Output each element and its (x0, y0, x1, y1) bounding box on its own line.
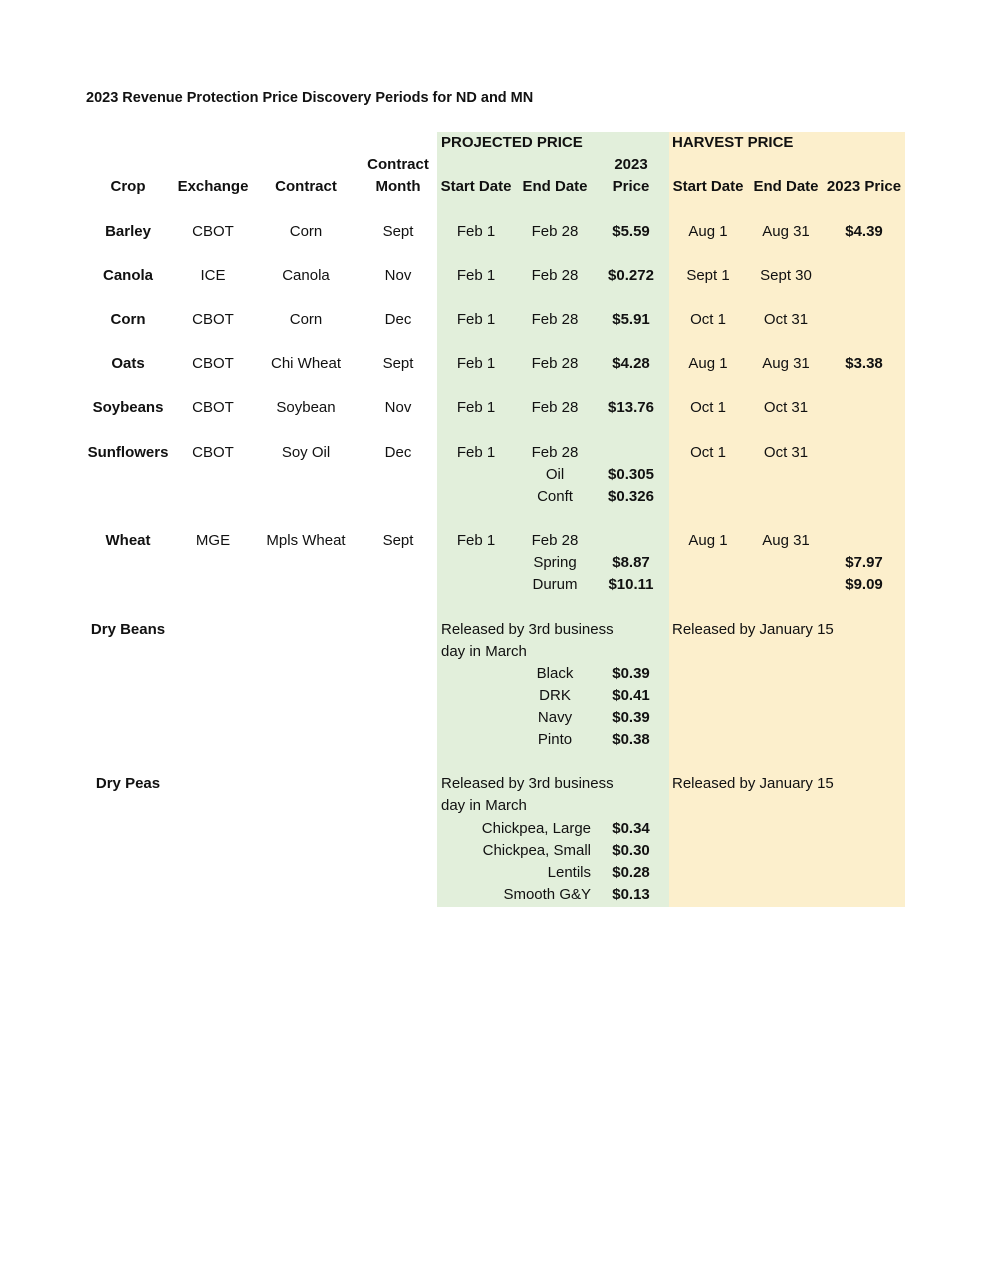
header-contract-month-line1: Contract (367, 156, 429, 173)
harvest-release-note: Released by January 15 (672, 621, 834, 638)
end-date-cell: Feb 28 (531, 267, 579, 284)
contract-month-cell: Sept (382, 532, 414, 549)
sub-type-label: Smooth G&Y (503, 886, 591, 903)
header-harvest-start-date: Start Date (672, 178, 744, 195)
harvest-price-cell: $9.09 (845, 576, 883, 593)
projected-price-group-header: PROJECTED PRICE (441, 134, 583, 151)
projected-price-cell: $0.30 (612, 842, 650, 859)
projected-price-cell: $5.91 (612, 311, 650, 328)
exchange-cell: CBOT (192, 444, 234, 461)
projected-price-cell: $10.11 (608, 576, 654, 593)
harvest-price-cell: $7.97 (845, 554, 883, 571)
projected-price-cell: $0.38 (612, 731, 650, 748)
header-proj-price-line1: 2023 (614, 156, 648, 173)
header-start-date: Start Date (440, 178, 512, 195)
sub-type-label: Spring (533, 554, 577, 571)
projected-price-cell: $0.305 (608, 466, 654, 483)
sub-type-label: Lentils (547, 864, 591, 881)
start-date-cell: Feb 1 (456, 399, 496, 416)
contract-month-cell: Sept (382, 355, 414, 372)
crop-name: Wheat (105, 532, 151, 549)
harvest-start-cell: Sept 1 (686, 267, 730, 284)
projected-price-cell: $0.39 (612, 709, 650, 726)
harvest-end-cell: Aug 31 (762, 532, 810, 549)
exchange-cell: CBOT (192, 311, 234, 328)
sub-type-label: Chickpea, Large (481, 820, 591, 837)
contract-month-cell: Nov (384, 267, 412, 284)
contract-month-cell: Sept (382, 223, 414, 240)
header-contract: Contract (275, 178, 337, 195)
exchange-cell: CBOT (192, 223, 234, 240)
harvest-end-cell: Oct 31 (763, 311, 809, 328)
sub-type-label: Conft (537, 488, 573, 505)
contract-month-cell: Dec (384, 444, 412, 461)
projected-price-cell: $4.28 (612, 355, 650, 372)
projected-price-cell: $0.326 (608, 488, 654, 505)
exchange-cell: ICE (200, 267, 226, 284)
header-contract-month-line2: Month (375, 178, 421, 195)
contract-cell: Mpls Wheat (266, 532, 346, 549)
crop-name: Canola (102, 267, 154, 284)
projected-price-cell: $5.59 (612, 223, 650, 240)
projected-price-cell: $0.272 (608, 267, 654, 284)
crop-name: Corn (110, 311, 146, 328)
harvest-start-cell: Aug 1 (688, 223, 728, 240)
harvest-end-cell: Oct 31 (763, 444, 809, 461)
end-date-cell: Feb 28 (531, 399, 579, 416)
header-proj-price-line2: Price (612, 178, 650, 195)
start-date-cell: Feb 1 (456, 355, 496, 372)
harvest-price-cell: $3.38 (845, 355, 883, 372)
start-date-cell: Feb 1 (456, 532, 496, 549)
crop-name: Dry Peas (95, 775, 161, 792)
harvest-end-cell: Aug 31 (762, 223, 810, 240)
harvest-start-cell: Aug 1 (688, 355, 728, 372)
sub-type-label: Black (536, 665, 574, 682)
harvest-end-cell: Sept 30 (760, 267, 812, 284)
crop-name: Barley (105, 223, 151, 240)
harvest-end-cell: Oct 31 (763, 399, 809, 416)
sub-type-label: Pinto (537, 731, 573, 748)
end-date-cell: Feb 28 (531, 311, 579, 328)
crop-name: Soybeans (92, 399, 164, 416)
contract-cell: Canola (282, 267, 330, 284)
header-harvest-price: 2023 Price (826, 178, 902, 195)
sub-type-label: Chickpea, Small (482, 842, 591, 859)
exchange-cell: CBOT (192, 399, 234, 416)
end-date-cell: Feb 28 (531, 355, 579, 372)
contract-month-cell: Nov (384, 399, 412, 416)
sub-type-label: Navy (537, 709, 573, 726)
sub-type-label: DRK (539, 687, 571, 704)
projected-price-cell: $0.28 (612, 864, 650, 881)
projected-price-cell: $0.34 (612, 820, 650, 837)
end-date-cell: Feb 28 (531, 532, 579, 549)
sub-type-label: Oil (545, 466, 565, 483)
harvest-start-cell: Aug 1 (688, 532, 728, 549)
start-date-cell: Feb 1 (456, 267, 496, 284)
header-end-date: End Date (522, 178, 588, 195)
contract-cell: Soy Oil (281, 444, 331, 461)
end-date-cell: Feb 28 (531, 223, 579, 240)
start-date-cell: Feb 1 (456, 444, 496, 461)
harvest-price-cell: $4.39 (845, 223, 883, 240)
contract-cell: Soybean (276, 399, 336, 416)
projected-price-cell: $0.13 (612, 886, 650, 903)
projected-release-note-cont: day in March (441, 797, 527, 814)
crop-name: Sunflowers (87, 444, 169, 461)
projected-price-cell: $8.87 (612, 554, 650, 571)
projected-release-note: Released by 3rd business (441, 775, 614, 792)
harvest-release-note: Released by January 15 (672, 775, 834, 792)
contract-cell: Corn (289, 223, 323, 240)
projected-release-note: Released by 3rd business (441, 621, 614, 638)
exchange-cell: CBOT (192, 355, 234, 372)
projected-price-cell: $0.39 (612, 665, 650, 682)
harvest-start-cell: Oct 1 (690, 399, 726, 416)
crop-name: Oats (111, 355, 145, 372)
header-exchange: Exchange (177, 178, 249, 195)
projected-price-cell: $13.76 (608, 399, 654, 416)
start-date-cell: Feb 1 (456, 311, 496, 328)
crop-name: Dry Beans (90, 621, 166, 638)
header-crop: Crop (110, 178, 146, 195)
harvest-start-cell: Oct 1 (690, 444, 726, 461)
contract-month-cell: Dec (384, 311, 412, 328)
end-date-cell: Feb 28 (531, 444, 579, 461)
harvest-end-cell: Aug 31 (762, 355, 810, 372)
projected-price-cell: $0.41 (612, 687, 650, 704)
contract-cell: Corn (289, 311, 323, 328)
header-harvest-end-date: End Date (753, 178, 819, 195)
page-title: 2023 Revenue Protection Price Discovery Periods for ND and MN (86, 90, 534, 106)
harvest-start-cell: Oct 1 (690, 311, 726, 328)
exchange-cell: MGE (195, 532, 231, 549)
projected-release-note-cont: day in March (441, 643, 527, 660)
sub-type-label: Durum (532, 576, 578, 593)
contract-cell: Chi Wheat (270, 355, 342, 372)
harvest-price-group-header: HARVEST PRICE (672, 134, 794, 151)
start-date-cell: Feb 1 (456, 223, 496, 240)
